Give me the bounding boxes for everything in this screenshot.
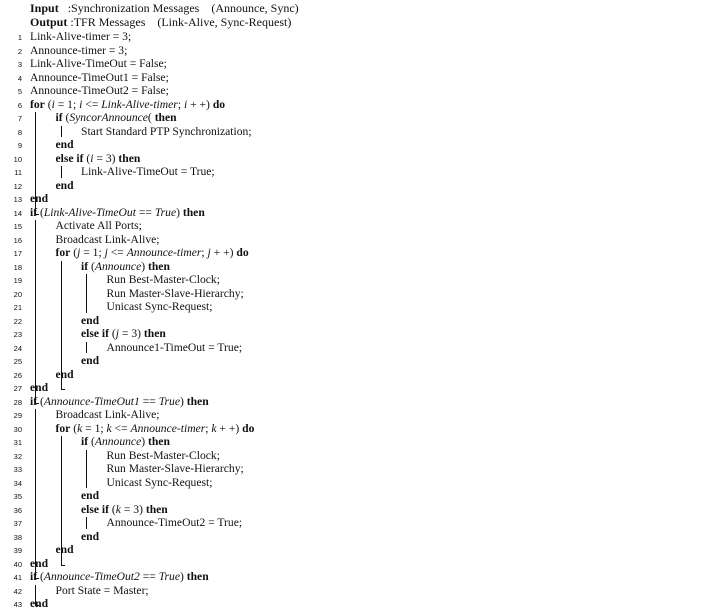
block-guide-line: [35, 112, 36, 214]
line-code: end: [81, 313, 100, 327]
line-number: 36: [13, 505, 22, 515]
line-number: 35: [13, 492, 22, 501]
input-text: :Synchronization Messages (Announce, Sync): [67, 1, 299, 15]
output-line: [30, 15, 291, 29]
line-number: 27: [13, 384, 22, 393]
line-code: Run Best-Master-Clock;: [106, 448, 220, 462]
code-line: [0, 327, 720, 341]
line-code: end: [81, 354, 100, 367]
line-number: 16: [13, 235, 22, 245]
code-line: [0, 516, 720, 530]
line-number: 21: [13, 303, 22, 312]
line-code: if (SyncorAnnounce( then: [55, 111, 177, 124]
block-guide-hook: [35, 578, 39, 579]
line-code: Announce-TimeOut2 = False;: [30, 84, 169, 97]
line-code: if (Announce) then: [81, 435, 170, 448]
code-line: [0, 314, 720, 328]
code-line: [0, 179, 720, 193]
code-line: [0, 449, 720, 463]
line-number: 3: [17, 60, 22, 69]
code-line: [0, 260, 720, 274]
line-number: 30: [13, 424, 22, 434]
code-line: [0, 557, 720, 571]
block-guide-hook: [61, 565, 65, 566]
input-line: [30, 1, 299, 15]
line-number: 28: [13, 397, 22, 407]
line-number: 8: [17, 127, 22, 137]
code-line: [0, 98, 720, 112]
line-code: Link-Alive-TimeOut = False;: [30, 57, 167, 70]
code-line: [0, 246, 720, 260]
line-code: end: [30, 192, 49, 205]
line-number: 18: [13, 262, 22, 272]
line-number: 31: [13, 438, 22, 447]
code-line: [0, 192, 720, 206]
line-number: 23: [13, 330, 22, 339]
line-code: end: [81, 529, 100, 543]
line-number: 14: [13, 208, 22, 218]
block-guide-line: [86, 450, 87, 489]
line-number: 24: [13, 343, 22, 353]
block-guide-hook: [61, 389, 65, 390]
line-code: end: [81, 489, 100, 502]
line-number: 1: [17, 33, 22, 42]
block-guide-hook: [35, 403, 39, 404]
line-number: 9: [17, 141, 22, 150]
line-number: 38: [13, 532, 22, 542]
line-number: 19: [13, 276, 22, 285]
line-code: end: [55, 543, 74, 556]
block-guide-line: [86, 274, 87, 313]
line-code: if (Announce-TimeOut2 == True) then: [30, 570, 209, 583]
code-line: [0, 206, 720, 220]
line-code: Unicast Sync-Request;: [106, 475, 213, 489]
code-line: [0, 354, 720, 368]
code-line: [0, 530, 720, 544]
code-line: [0, 570, 720, 584]
line-number: 5: [17, 87, 22, 96]
output-text: :TFR Messages (Link-Alive, Sync-Request): [70, 15, 292, 29]
line-number: 39: [13, 546, 22, 555]
code-line: [0, 84, 720, 98]
line-code: end: [30, 381, 49, 394]
code-line: [0, 408, 720, 422]
code-line: [0, 287, 720, 301]
line-number: 33: [13, 465, 22, 474]
code-line: [0, 435, 720, 449]
code-line: [0, 341, 720, 355]
code-line: [0, 44, 720, 58]
block-guide-line: [86, 342, 87, 354]
line-number: 6: [17, 100, 22, 110]
code-line: [0, 503, 720, 517]
code-line: [0, 233, 720, 247]
code-line: [0, 381, 720, 395]
line-number: 29: [13, 411, 22, 420]
line-number: 43: [13, 600, 22, 609]
line-code: end: [30, 556, 49, 570]
block-guide-line: [61, 166, 62, 178]
block-guide-line: [86, 517, 87, 529]
code-line: [0, 597, 720, 611]
line-code: Broadcast Link-Alive;: [55, 408, 160, 421]
line-number: 13: [13, 195, 22, 204]
line-number: 40: [13, 559, 22, 569]
line-number: 41: [13, 573, 22, 582]
line-number: 2: [17, 46, 22, 56]
code-line: [0, 152, 720, 166]
code-line: [0, 125, 720, 139]
line-code: Activate All Ports;: [55, 219, 142, 232]
block-guide-line: [35, 220, 36, 403]
block-guide-line: [61, 436, 62, 565]
line-code: for (k = 1; k <= Announce-timer; k + +) do: [55, 421, 255, 435]
code-line: [0, 30, 720, 44]
line-number: 20: [13, 289, 22, 299]
line-code: Announce-TimeOut1 = False;: [30, 70, 169, 84]
line-code: Announce-TimeOut2 = True;: [106, 516, 243, 529]
code-line: [0, 543, 720, 557]
line-number: 25: [13, 357, 22, 366]
line-code: else if (j = 3) then: [81, 327, 166, 340]
line-code: Unicast Sync-Request;: [106, 300, 213, 313]
line-number: 26: [13, 370, 22, 380]
line-code: for (j = 1; j <= Announce-timer; j + +) do: [55, 246, 249, 259]
block-guide-line: [35, 409, 36, 578]
line-number: 4: [17, 73, 22, 83]
code-line: [0, 395, 720, 409]
line-number: 32: [13, 451, 22, 461]
line-code: Broadcast Link-Alive;: [55, 232, 160, 246]
line-code: end: [30, 597, 49, 610]
line-code: else if (k = 3) then: [81, 502, 168, 516]
block-guide-line: [35, 585, 36, 606]
code-line: [0, 462, 720, 476]
code-line: [0, 273, 720, 287]
block-guide-hook: [35, 605, 39, 606]
code-line: [0, 165, 720, 179]
line-code: Link-Alive-TimeOut = True;: [81, 165, 215, 178]
line-number: 37: [13, 519, 22, 528]
line-code: Announce1-TimeOut = True;: [106, 340, 243, 354]
line-code: Run Master-Slave-Hierarchy;: [106, 462, 244, 475]
line-code: Run Best-Master-Clock;: [106, 273, 220, 286]
line-code: else if (i = 3) then: [55, 151, 141, 165]
output-label: Output: [30, 15, 68, 29]
line-code: for (i = 1; i <= Link-Alive-timer; i + +) do: [30, 97, 226, 111]
line-code: end: [55, 367, 74, 381]
line-code: end: [55, 138, 74, 151]
line-code: Announce-timer = 3;: [30, 43, 128, 57]
code-line: [0, 219, 720, 233]
line-code: if (Announce) then: [81, 259, 170, 273]
code-line: [0, 584, 720, 598]
input-label: Input: [30, 1, 59, 15]
line-code: if (Link-Alive-TimeOut == True) then: [30, 205, 205, 219]
code-line: [0, 422, 720, 436]
line-code: Port State = Master;: [55, 583, 149, 597]
line-number: 15: [13, 222, 22, 231]
code-line: [0, 476, 720, 490]
line-number: 17: [13, 249, 22, 258]
line-number: 7: [17, 114, 22, 123]
line-number: 11: [14, 168, 22, 177]
line-code: Run Master-Slave-Hierarchy;: [106, 286, 244, 300]
line-number: 34: [13, 478, 22, 488]
code-line: [0, 71, 720, 85]
block-guide-line: [61, 126, 62, 138]
line-code: Start Standard PTP Synchronization;: [81, 124, 252, 138]
code-line: [0, 111, 720, 125]
line-number: 12: [13, 181, 22, 191]
code-line: [0, 489, 720, 503]
block-guide-line: [61, 261, 62, 390]
code-line: [0, 138, 720, 152]
line-number: 22: [13, 316, 22, 326]
code-line: [0, 300, 720, 314]
code-line: [0, 368, 720, 382]
line-code: if (Announce-TimeOut1 == True) then: [30, 394, 209, 408]
line-number: 42: [13, 586, 22, 596]
block-guide-hook: [35, 214, 39, 215]
code-line: [0, 57, 720, 71]
line-number: 10: [13, 154, 22, 164]
line-code: end: [55, 178, 74, 192]
line-code: Link-Alive-timer = 3;: [30, 30, 132, 43]
